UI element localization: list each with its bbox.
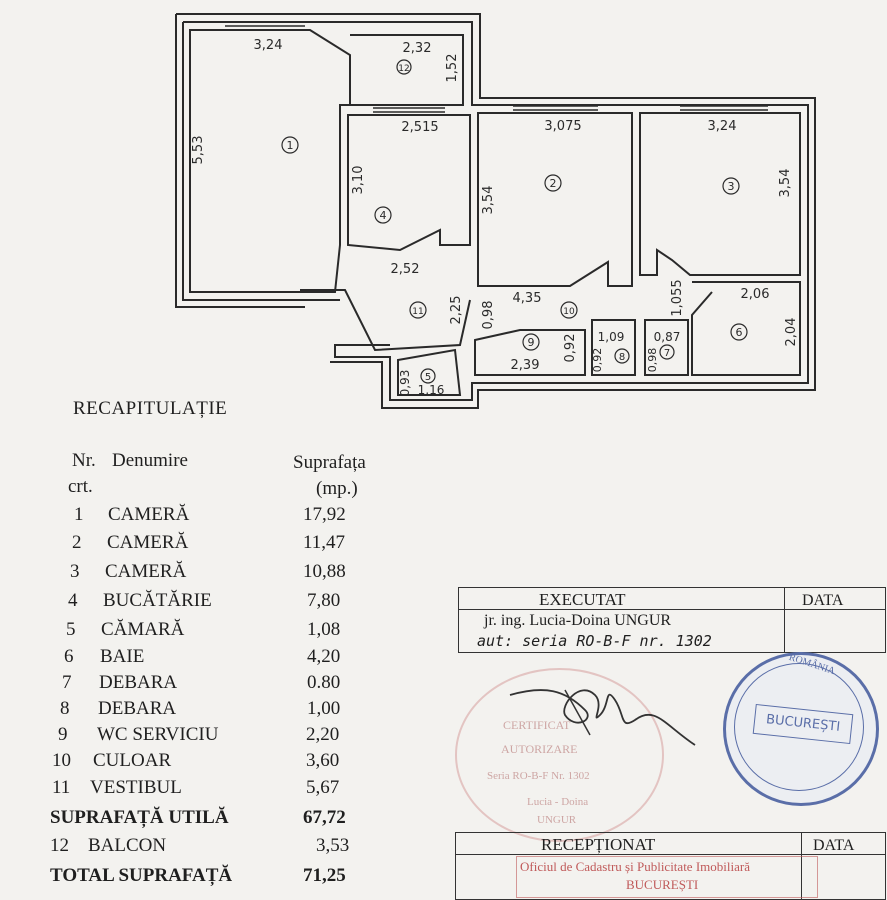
dimension-label: 3,54: [778, 168, 793, 198]
room-number: 11: [412, 307, 424, 317]
bucuresti-stamp: ROMÂNIA BUCUREȘTI: [723, 652, 879, 806]
util-area-row: SUPRAFAȚĂ UTILĂ 67,72: [50, 807, 346, 828]
room-number: 10: [563, 307, 575, 317]
dimension-label: 4,35: [512, 291, 542, 306]
room-number: 7: [663, 348, 671, 359]
floor-plan: [0, 0, 887, 410]
executed-header: EXECUTAT: [539, 590, 626, 609]
total-area-row: TOTAL SUPRAFAȚĂ 71,25: [50, 865, 346, 886]
room-number: 4: [379, 209, 387, 222]
room-number: 8: [618, 352, 626, 363]
dimension-label: 0,87: [653, 330, 681, 344]
dimension-label: 0,92: [563, 333, 578, 363]
dimension-label: 3,10: [351, 165, 366, 195]
room-number: 12: [398, 64, 410, 74]
recap-title: RECAPITULAȚIE: [73, 398, 228, 419]
table-row: 4 BUCĂTĂRIE 7,80: [68, 590, 341, 611]
room-number: 3: [727, 180, 735, 193]
dimension-label: 3,54: [481, 185, 496, 215]
table-row: 1 CAMERĂ 17,92: [74, 504, 346, 525]
dimension-label: 5,53: [191, 135, 206, 165]
table-row: 6 BAIE 4,20: [64, 646, 341, 667]
dimension-label: 2,32: [402, 41, 432, 56]
dimension-label: 2,515: [401, 120, 439, 135]
dimension-label: 2,52: [390, 262, 420, 277]
dimension-label: 2,39: [510, 358, 540, 373]
signature-icon: [505, 675, 700, 755]
table-row: 3 CAMERĂ 10,88: [70, 561, 346, 582]
table-row: 8 DEBARA 1,00: [60, 698, 341, 719]
col-unit: (mp.): [316, 478, 358, 499]
executed-date-header: DATA: [802, 592, 844, 609]
room-number: 9: [527, 336, 535, 349]
table-row: 7 DEBARA 0.80: [62, 672, 341, 693]
received-box: [455, 832, 886, 900]
dimension-label: 3,075: [544, 119, 582, 134]
col-nr-header: Nr.: [72, 450, 96, 471]
executed-box: [458, 587, 886, 653]
room-number: 1: [286, 139, 294, 152]
dimension-label: 1,16: [417, 383, 445, 397]
dimension-label: 1,52: [445, 53, 460, 83]
dimension-label: 3,24: [253, 38, 283, 53]
col-area-header: Suprafața: [293, 452, 366, 473]
received-header: RECEPȚIONAT: [541, 835, 656, 854]
table-row: 10 CULOAR 3,60: [52, 750, 340, 771]
authorization-stamp: CERTIFICAT AUTORIZARE Seria RO-B-F Nr. 1302 Lucia - Doina UNGUR: [455, 668, 664, 842]
dimension-label: 0,92: [591, 347, 604, 373]
dimension-label: 2,06: [740, 287, 770, 302]
table-row: 2 CAMERĂ 11,47: [72, 532, 346, 553]
dimension-label: 0,98: [646, 347, 659, 373]
received-date-header: DATA: [813, 837, 855, 854]
col-nr-sub: crt.: [68, 476, 93, 497]
executed-name: jr. ing. Lucia-Doina UNGUR: [484, 612, 672, 629]
dimension-label: 2,04: [784, 317, 799, 347]
table-row: 9 WC SERVICIU 2,20: [58, 724, 340, 745]
room-number: 2: [549, 177, 557, 190]
col-name-header: Denumire: [112, 450, 188, 471]
balcony-row: 12 BALCON 3,53: [50, 835, 350, 856]
dimension-label: 1,09: [597, 330, 625, 344]
table-row: 11 VESTIBUL 5,67: [52, 777, 340, 798]
received-office: Oficiul de Cadastru și Publicitate Imobiliară: [520, 859, 750, 874]
received-city: BUCUREȘTI: [626, 877, 699, 892]
executed-authorization: aut: seria RO-B-F nr. 1302: [477, 632, 712, 650]
dimension-label: 2,25: [449, 295, 464, 325]
dimension-label: 0,98: [481, 300, 496, 330]
dimension-label: 1,055: [670, 279, 685, 317]
table-row: 5 CĂMARĂ 1,08: [66, 619, 341, 640]
room-number: 6: [735, 326, 743, 339]
room-number: 5: [424, 372, 432, 383]
dimension-label: 0,93: [398, 369, 412, 397]
dimension-label: 3,24: [707, 119, 737, 134]
